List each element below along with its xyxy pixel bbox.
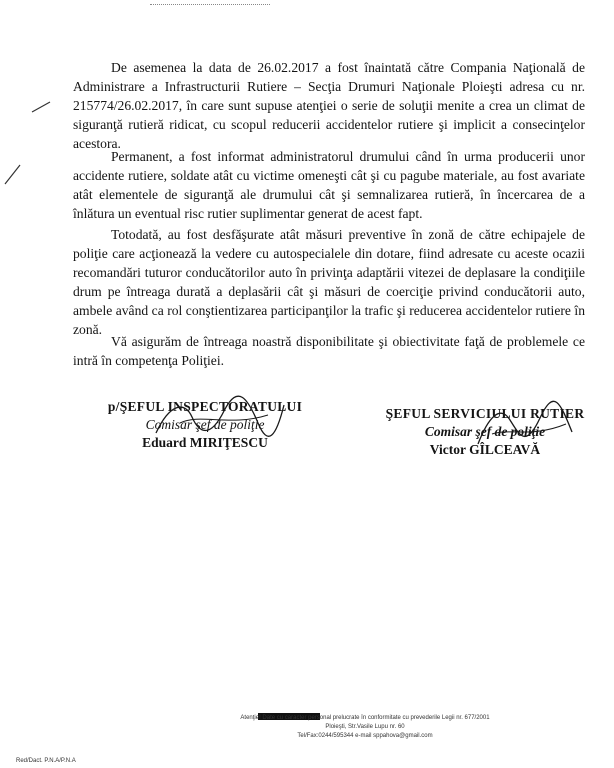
signature-left-title: p/ŞEFUL INSPECTORATULUI xyxy=(107,399,303,414)
paragraph-2: Permanent, a fost informat administratorul drumului când în urma producerii unor accidente rutiere, soldate atât cu victime omeneşti cât şi cu pagube materiale, au fost avariate atât elementele de siguranţă ale drumului cât şi semnalizarea rutieră, în încercarea de a înlătura un eventual risc rutier suplimentar generat de acest fapt. xyxy=(73,149,585,221)
signature-right-title: ŞEFUL SERVICIULUI RUTIER xyxy=(385,406,585,421)
paragraph-1: De asemenea la data de 26.02.2017 a fost înaintată către Compania Naţională de Administrare a Infrastructurii Rutiere – Secţia Drumuri Naţionale Ploieşti adresa cu nr. 215774/26.02.2017, în care sunt supuse atenţiei o serie de soluţii menite a crea un climat de siguranţă rutieră ridicat, cu scopul reducerii accidentelor rutiere şi implicit a consecinţelor acestora. xyxy=(73,60,585,151)
footer-notice xyxy=(200,714,530,741)
footer-line-2: Ploieşti, Str.Vasile Lupu nr. 60 xyxy=(325,724,405,730)
signature-right-rank: Comisar şef de poliţie xyxy=(424,424,546,439)
scan-edge-mark xyxy=(150,4,270,7)
paragraph-3: Totodată, au fost desfăşurate atât măsuri preventive în zonă de către echipajele de poliţie care acţionează la vedere cu autospecialele din dotare, fiind adresate cu aceste ocazii recomandări tuturor conducătorilor auto în privinţa adaptării vitezei de deplasare la condiţiile drum pe întreaga durată a deplasării cât şi măsuri de coerciţie privind conducătorii auto, ambele având ca rol conştientizarea participanţilor la trafic şi reducerea accidentelor rutiere în zonă. xyxy=(73,227,585,337)
paragraph-4: Vă asigurăm de întreaga noastră disponibilitate şi obiectivitate faţă de problemele ce intră în competenţa Poliţiei. xyxy=(73,334,585,368)
handwritten-signature-left xyxy=(150,393,290,449)
signature-right-name: Victor GÎLCEAVĂ xyxy=(429,442,541,457)
footer-line-3: Tel/Fax:0244/595344 e-mail sppahova@gmail.com xyxy=(297,733,433,739)
signature-left-prefix: p/ xyxy=(107,399,120,414)
margin-slash-mark xyxy=(2,162,24,186)
footer-line-1: Atenţie! Date cu caracter personal prelucrate în conformitate cu prevederile Legii nr. 677/2001 xyxy=(240,715,490,721)
signature-left-name: Eduard MIRIŢESCU xyxy=(142,435,268,450)
footer-reference: Red/Dact. P.N.A/P.N.A xyxy=(16,758,76,764)
signature-left-rank: Comisar şef de poliţie xyxy=(145,417,265,432)
handwritten-signature-right xyxy=(470,398,580,456)
margin-tick-mark xyxy=(30,100,54,114)
